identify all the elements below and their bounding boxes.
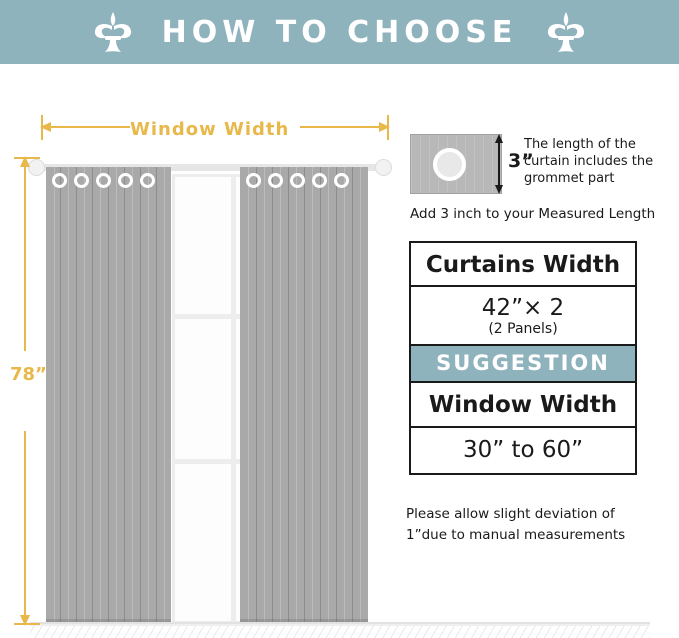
illustration-stage (0, 64, 679, 636)
floor-hatching (30, 626, 650, 638)
suggestion-band-label: SUGGESTION (411, 344, 635, 383)
window-mullion-vertical (231, 174, 236, 624)
curtain-height-measure-arrow (10, 156, 40, 626)
deviation-note-line2: 1”due to manual measurements (406, 526, 626, 543)
curtain-height-label: 78” (10, 364, 47, 385)
page-header (0, 0, 679, 64)
rod-finial-right (375, 159, 392, 176)
suggestion-table (409, 241, 637, 475)
grommet-note-text: The length of the curtain includes the grommet part (524, 137, 654, 187)
grommet-icon (334, 173, 349, 188)
fleur-de-lis-icon (543, 9, 589, 55)
grommet-icon (52, 173, 67, 188)
grommet-measure-label: 3” (508, 150, 534, 172)
deviation-note (406, 504, 656, 546)
grommet-icon (312, 173, 327, 188)
floor-line (30, 622, 650, 624)
grommet-icon (268, 173, 283, 188)
curtain-panel-right (240, 167, 368, 629)
curtains-width-sub: (2 Panels) (488, 321, 558, 337)
curtains-width-value: 42”× 2 (481, 295, 565, 321)
grommet-icon (74, 173, 89, 188)
curtain-panel-left (46, 167, 171, 629)
fleur-de-lis-icon (90, 9, 136, 55)
curtains-width-title: Curtains Width (411, 243, 635, 287)
deviation-note-line1: Please allow slight deviation of (406, 506, 615, 522)
grommet-icon (96, 173, 111, 188)
grommet-icon (290, 173, 305, 188)
window-width-range: 30” to 60” (462, 437, 584, 463)
grommet-detail-swatch (410, 134, 502, 194)
grommet-ring-icon (433, 148, 466, 181)
grommet-icon (246, 173, 261, 188)
add-length-note: Add 3 inch to your Measured Length (410, 206, 656, 222)
window-width-title: Window Width (411, 383, 635, 428)
grommet-icon (118, 173, 133, 188)
page-title: HOW TO CHOOSE (161, 14, 518, 50)
grommet-icon (140, 173, 155, 188)
window-width-label: Window Width (130, 119, 290, 140)
